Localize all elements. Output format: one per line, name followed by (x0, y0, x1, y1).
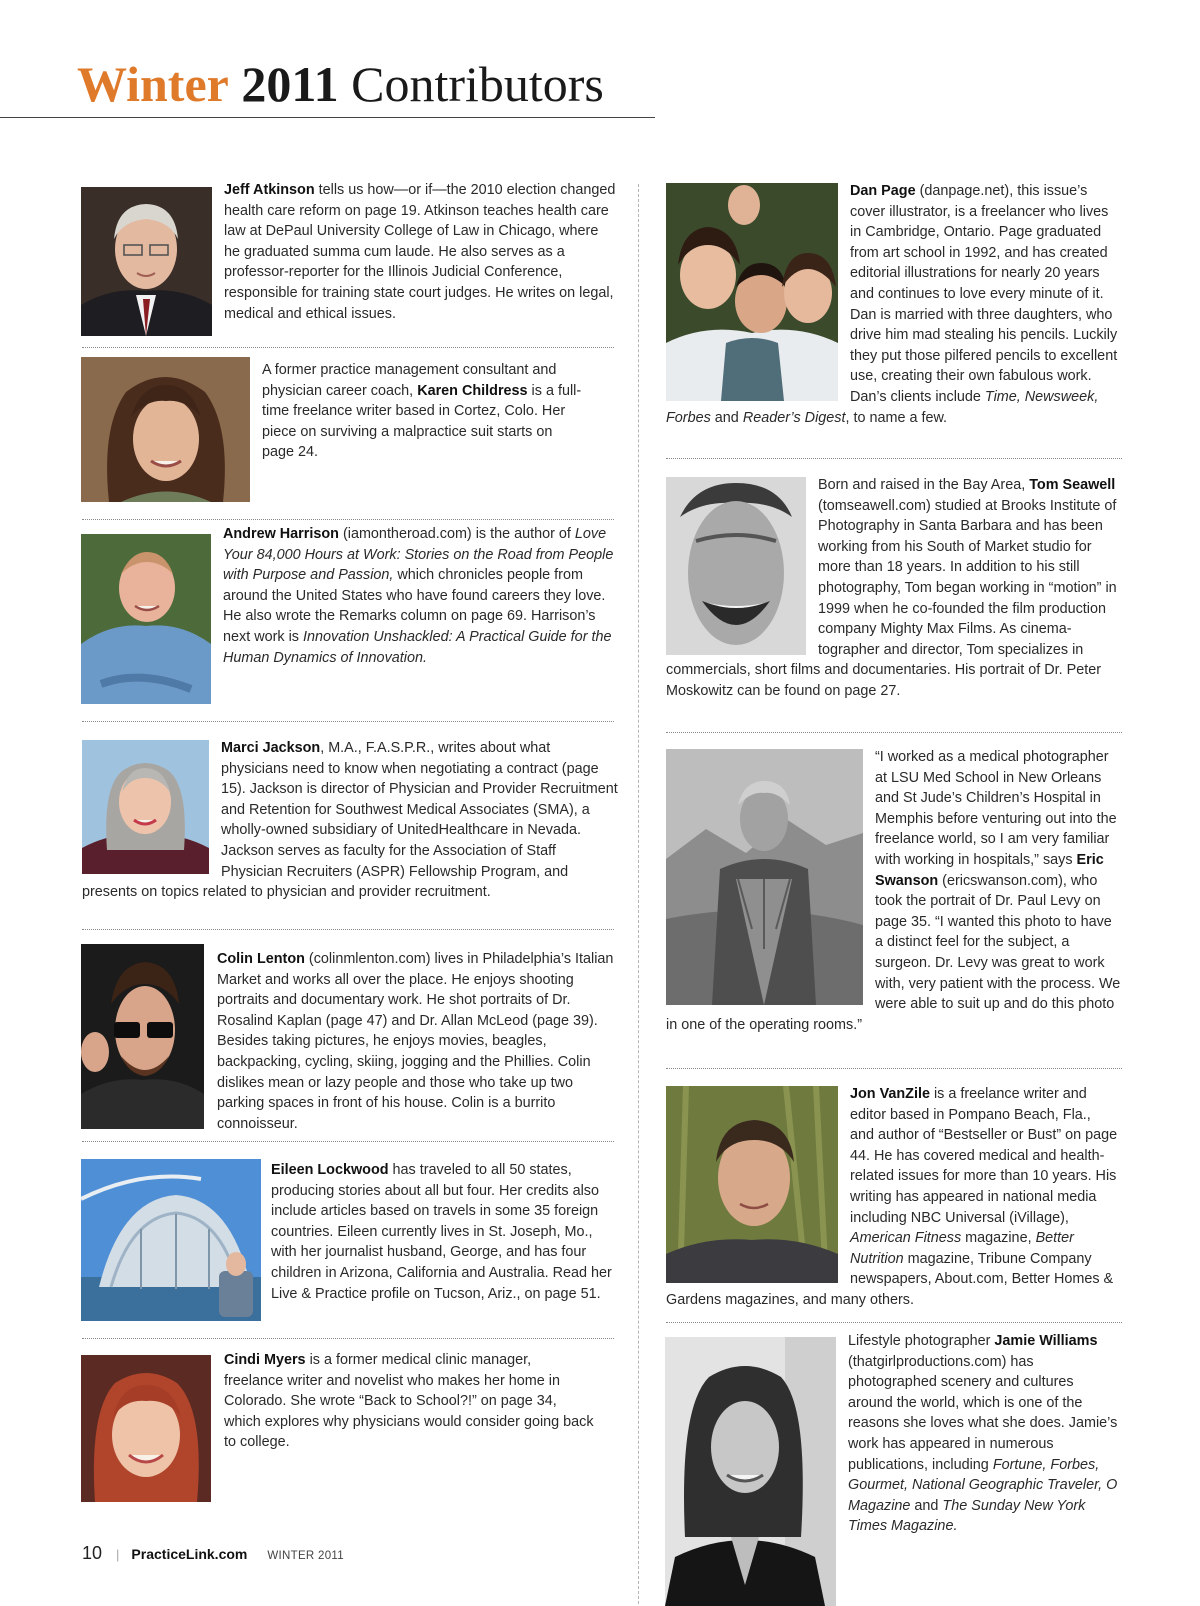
title-contributors: Contributors (351, 56, 604, 112)
name-karen-childress: Karen Childress (417, 382, 528, 399)
photo-tom-seawell (666, 477, 806, 655)
title-year: 2011 (241, 56, 339, 112)
name-eileen-lockwood: Eileen Lockwood (271, 1162, 389, 1178)
photo-eric-swanson (666, 749, 863, 1005)
bio-cindi-myers: Cindi Myers is a former medical clinic manager, freelance writer and novelist who makes her home in Colorado. She wrote “Back to School?!” on page 34, which explores why physicians would consider going back to college. (224, 1352, 594, 1451)
divider-rule (82, 721, 614, 722)
bio-marci-jackson: Marci Jackson, M.A., F.A.S.P.R., writes about what physicians need to know when negotiating a contract (page 15). Jackson is director of Physician and Provider Recruitment and Retention for Southwest Medical Associates (SMA), a wholly-owned subsidiary of UnitedHealthcare in Nevada. Jackson serves as faculty for the Association of Staff Physician Recruiters (ASPR) Fellowship Program, and presents on topics related to physician and provider recruitment. (82, 740, 618, 901)
name-andrew-harrison: Andrew Harrison (223, 526, 339, 542)
bio-tom-seawell: Born and raised in the Bay Area, Tom Seawell (tomseawell.com) studied at Brooks Institute of Photography in Santa Barbara and has been working from his South of Market studio for more than 18 years. In addition to his still photography, Tom began working in “motion” in 1999 when he co-founded the film production company Mighty Max Films. As cinema-tographer and director, Tom specializes in commercials, short films and documentaries. His portrait of Dr. Peter Moskowitz can be found on page 27. (666, 477, 1117, 699)
name-colin-lenton: Colin Lenton (217, 951, 305, 967)
bio-jon-vanzile: Jon VanZile is a freelance writer and editor based in Pompano Beach, Fla., and author of “Bestseller or Bust” on page 44. He has covered medical and health-related issues for more than 10 years. His writing has appeared in national media including NBC Universal (iVillage), American Fitness magazine, Better Nutrition magazine, Tribune Company newspapers, About.com, Better Homes & Gardens magazines, and many others. (666, 1086, 1118, 1308)
title-rule (0, 117, 655, 118)
bio-jeff-atkinson: Jeff Atkinson tells us how—or if—the 2010 election changed health care reform on page 19. Atkinson teaches health care law at DePaul University College of Law in Chicago, where he graduated summa cum laude. He also serves as a professor-reporter for the Illinois Judicial Conference, responsible for training state court judges. He writes on legal, medical and ethical issues. (224, 182, 616, 322)
name-eric-swanson: Eric Swanson (875, 851, 1104, 889)
divider-rule (82, 1141, 614, 1142)
column-divider (638, 184, 639, 1604)
footer-separator: | (116, 1547, 120, 1562)
bio-dan-page: Dan Page (danpage.net), this issue’s cover illustrator, is a freelancer who lives in Cambridge, Ontario. Page graduated from art school in 1992, and has created editorial illustrations for nearly 20 years and continues to love every minute of it. Dan is married with three daughters, who drive him mad stealing his pencils. Luckily they put those pilfered pencils to excellent use, creating their own fabulous work. Dan’s clients include Time, Newsweek, Forbes and Reader’s Digest, to name a few. (666, 183, 1118, 426)
photo-dan-page (666, 183, 838, 401)
divider-rule (666, 458, 1122, 459)
page-number: 10 (82, 1543, 103, 1563)
name-jeff-atkinson: Jeff Atkinson (224, 182, 315, 198)
photo-marci-jackson (82, 740, 209, 874)
photo-jamie-williams (665, 1337, 836, 1606)
name-cindi-myers: Cindi Myers (224, 1352, 306, 1368)
divider-rule (666, 1068, 1122, 1069)
footer-site: PracticeLink.com (131, 1546, 248, 1562)
bio-eric-swanson: “I worked as a medical photographer at LSU Med School in New Orleans and St Jude’s Children’s Hospital in Memphis before venturing out into the freelance world, so I am very familiar with working in hospitals,” says Eric Swanson (ericswanson.com), who took the portrait of Dr. Paul Levy on page 35. “I wanted this photo to have a distinct feel for the subject, a surgeon. Dr. Levy was great to work with, very patient with the process. We were able to suit up and do this photo in one of the operating rooms.” (666, 749, 1121, 1033)
photo-andrew-harrison (81, 534, 211, 704)
divider-rule (82, 1338, 614, 1339)
page-footer (82, 1543, 344, 1564)
name-marci-jackson: Marci Jackson (221, 740, 321, 756)
name-jamie-williams: Jamie Williams (994, 1333, 1098, 1349)
title-winter: Winter (77, 56, 229, 112)
footer-issue: WINTER 2011 (267, 1550, 344, 1562)
divider-rule (82, 519, 614, 520)
divider-rule (82, 929, 614, 930)
photo-jeff-atkinson (81, 187, 212, 336)
name-jon-vanzile: Jon VanZile (850, 1086, 930, 1102)
bio-karen-childress: A former practice management consultant and physician career coach, Karen Childress is a full-time freelance writer based in Cortez, Colo. Her piece on surviving a malpractice suit starts on page 24. (262, 362, 582, 461)
divider-rule (666, 732, 1122, 733)
photo-eileen-lockwood (81, 1159, 261, 1321)
bio-eileen-lockwood: Eileen Lockwood has traveled to all 50 states, producing stories about all but four. Her credits also include articles based on travels in some 35 foreign countries. Eileen currently lives in St. Joseph, Mo., with her journalist husband, George, and has four children in Arizona, California and Australia. Read her Live & Practice profile on Tucson, Ariz., on page 51. (271, 1162, 612, 1302)
page-title (77, 54, 604, 114)
divider-rule (666, 1322, 1122, 1323)
bio-colin-lenton: Colin Lenton (colinmlenton.com) lives in Philadelphia’s Italian Market and works all over the place. He enjoys shooting portraits and documentary work. He shot portraits of Dr. Rosalind Kaplan (page 47) and Dr. Allan McLeod (page 39). Besides taking pictures, he enjoys movies, beagles, backpacking, cycling, skiing, jogging and the Phillies. Colin dislikes mean or lazy people and those who take up two parking spaces in front of his house. Colin is a burrito connoisseur. (217, 951, 614, 1132)
photo-cindi-myers (81, 1355, 211, 1502)
photo-karen-childress (81, 357, 250, 502)
divider-rule (82, 347, 614, 348)
bio-andrew-harrison: Andrew Harrison (iamontheroad.com) is the author of Love Your 84,000 Hours at Work: Stories on the Road from People with Purpose and Passion, which chronicles people from around the United States who have found careers they love. He also wrote the Remarks column on page 69. Harrison’s next work is Innovation Unshackled: A Practical Guide for the Human Dynamics of Innovation. (223, 526, 614, 666)
bio-jamie-williams: Lifestyle photographer Jamie Williams (thatgirlproductions.com) has photographed scenery and cultures around the world, which is one of the reasons she loves what she does. Jamie’s work has appeared in numerous publications, including Fortune, Forbes, Gourmet, National Geographic Traveler, O Magazine and The Sunday New York Times Magazine. (848, 1333, 1118, 1535)
photo-colin-lenton (81, 944, 204, 1129)
name-dan-page: Dan Page (850, 183, 916, 199)
photo-jon-vanzile (666, 1086, 838, 1283)
name-tom-seawell: Tom Seawell (1029, 477, 1116, 493)
